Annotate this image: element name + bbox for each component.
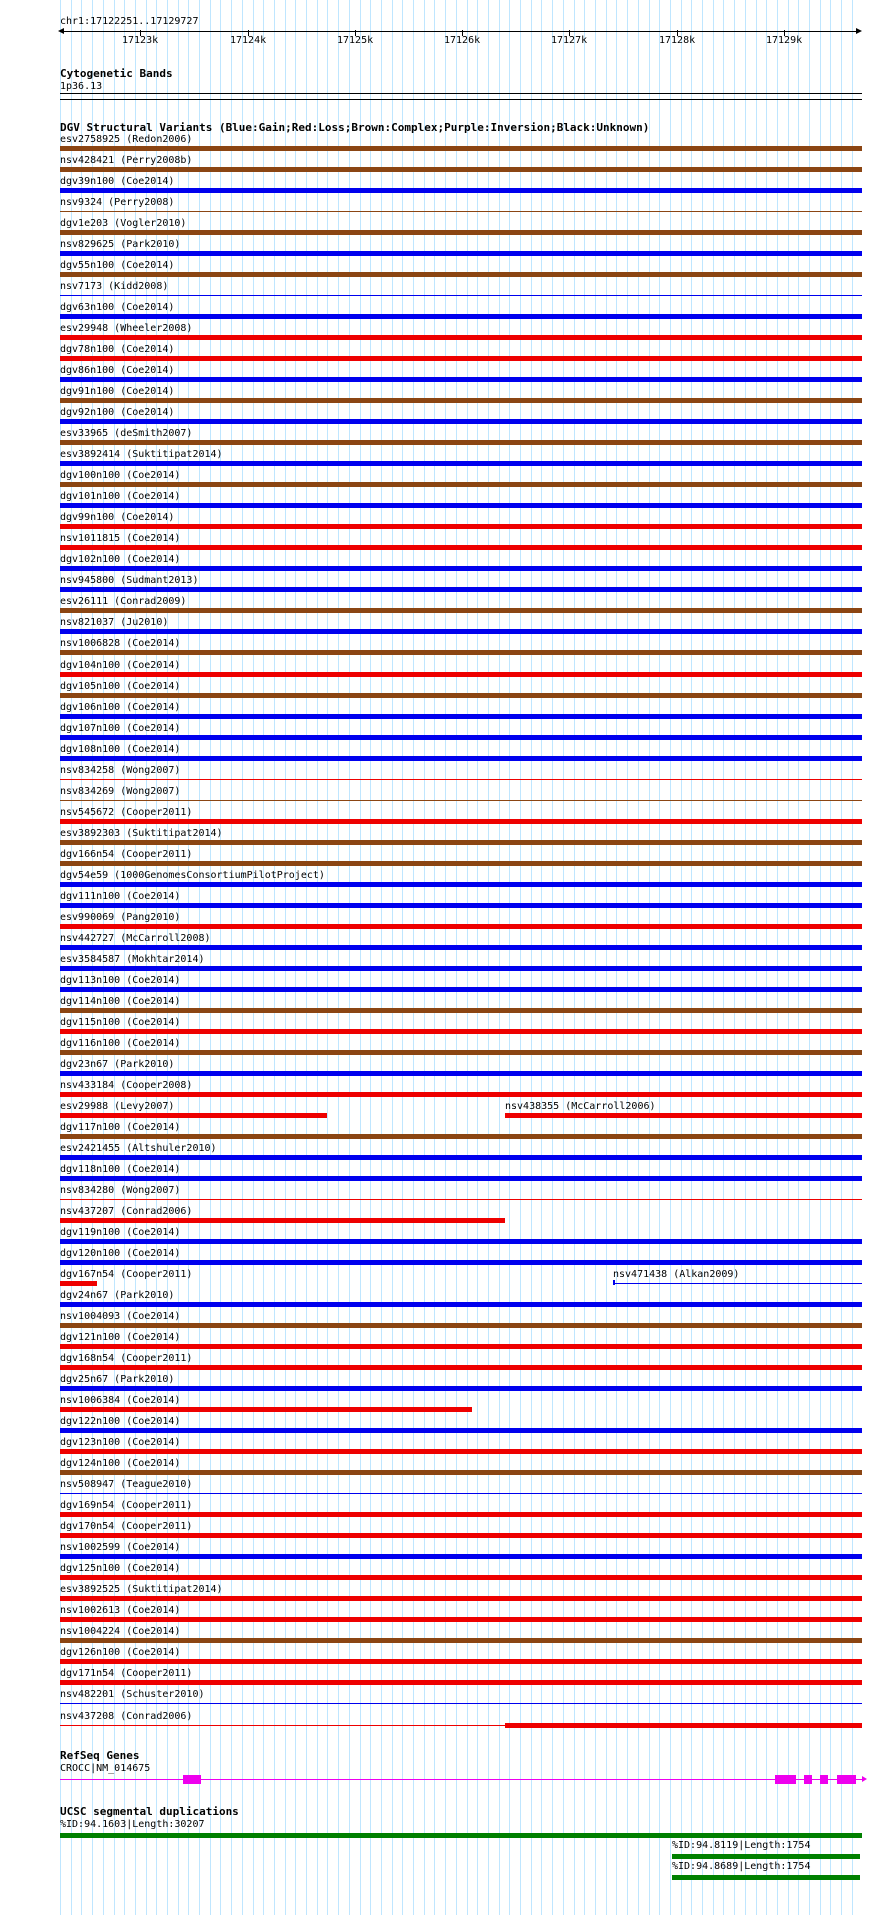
- variant-label: dgv24n67 (Park2010): [60, 1290, 175, 1302]
- grid-line: [595, 0, 596, 1915]
- variant-bar[interactable]: [60, 251, 862, 256]
- segdup-label: %ID:94.1603|Length:30207: [60, 1819, 205, 1830]
- variant-label: esv3892303 (Suktitipat2014): [60, 827, 223, 839]
- variant-bar[interactable]: [60, 1512, 862, 1517]
- variant-bar[interactable]: [60, 1680, 862, 1685]
- grid-line: [327, 0, 328, 1915]
- variant-bar[interactable]: [60, 461, 862, 466]
- variant-label: nsv829625 (Park2010): [60, 239, 181, 251]
- grid-line: [295, 0, 296, 1915]
- variant-bar[interactable]: [60, 545, 862, 550]
- variant-bar[interactable]: [60, 419, 862, 424]
- variant-label: dgv99n100 (Coe2014): [60, 512, 175, 524]
- variant-bar[interactable]: [60, 1533, 862, 1538]
- variant-bar[interactable]: [60, 1092, 862, 1097]
- variant-label: nsv821037 (Ju2010): [60, 617, 169, 629]
- grid-line: [338, 0, 339, 1915]
- variant-label: nsv834269 (Wong2007): [60, 785, 181, 797]
- grid-line: [467, 0, 468, 1915]
- grid-line: [349, 0, 350, 1915]
- variant-label: nsv508947 (Teague2010): [60, 1479, 193, 1491]
- variant-label: esv2758925 (Redon2006): [60, 134, 193, 145]
- grid-line: [402, 0, 403, 1915]
- variant-label: esv29988 (Levy2007): [60, 1100, 175, 1112]
- segdup-bar[interactable]: [672, 1854, 860, 1859]
- ruler-tick-label: 17126k: [444, 35, 481, 46]
- variant-label: nsv433184 (Cooper2008): [60, 1079, 193, 1091]
- gene-exon[interactable]: [820, 1775, 828, 1784]
- variant-label: nsv437207 (Conrad2006): [60, 1206, 193, 1218]
- gene-intron-line: [60, 1779, 862, 1780]
- variant-bar[interactable]: [60, 1071, 862, 1076]
- variant-label: dgv119n100 (Coe2014): [60, 1227, 181, 1239]
- grid-line: [317, 0, 318, 1915]
- grid-line: [638, 0, 639, 1915]
- variant-bar[interactable]: [60, 945, 862, 950]
- variant-bar[interactable]: [60, 1617, 862, 1622]
- variant-label: nsv1004093 (Coe2014): [60, 1311, 181, 1323]
- cytoband-track-title: Cytogenetic Bands: [60, 67, 173, 80]
- grid-line: [424, 0, 425, 1915]
- ruler-tick-label: 17129k: [766, 35, 803, 46]
- variant-bar[interactable]: [60, 1449, 862, 1454]
- variant-label: dgv118n100 (Coe2014): [60, 1163, 181, 1175]
- variant-label: dgv166n54 (Cooper2011): [60, 848, 193, 860]
- variant-label: dgv122n100 (Coe2014): [60, 1416, 181, 1428]
- variant-bar[interactable]: [60, 756, 862, 761]
- segdup-label: %ID:94.8119|Length:1754: [672, 1840, 811, 1851]
- grid-line: [231, 0, 232, 1915]
- variant-bar[interactable]: [60, 1323, 862, 1328]
- variant-label: dgv113n100 (Coe2014): [60, 974, 181, 986]
- cytoband-bar-top: [60, 93, 862, 94]
- variant-label: dgv115n100 (Coe2014): [60, 1016, 181, 1028]
- grid-line: [445, 0, 446, 1915]
- variant-bar-cap: [613, 1280, 615, 1285]
- variant-bar[interactable]: [60, 211, 862, 212]
- variant-label: esv33965 (deSmith2007): [60, 428, 193, 440]
- ruler-tick-label: 17124k: [230, 35, 267, 46]
- variant-label: esv3892525 (Suktitipat2014): [60, 1584, 223, 1596]
- variant-label: dgv124n100 (Coe2014): [60, 1458, 181, 1470]
- variant-label: nsv438355 (McCarroll2006): [505, 1100, 656, 1112]
- variant-bar[interactable]: [60, 1365, 862, 1370]
- grid-line: [788, 0, 789, 1915]
- grid-line: [777, 0, 778, 1915]
- variant-label: dgv54e59 (1000GenomesConsortiumPilotProject): [60, 869, 325, 881]
- grid-line: [766, 0, 767, 1915]
- grid-line: [531, 0, 532, 1915]
- variant-bar[interactable]: [60, 1199, 862, 1200]
- variant-bar[interactable]: [60, 1470, 862, 1475]
- grid-line: [413, 0, 414, 1915]
- grid-line: [723, 0, 724, 1915]
- variant-label: dgv100n100 (Coe2014): [60, 470, 181, 482]
- variant-bar[interactable]: [60, 1725, 505, 1726]
- segdup-track-title: UCSC segmental duplications: [60, 1805, 239, 1818]
- variant-label: dgv168n54 (Cooper2011): [60, 1353, 193, 1365]
- variant-label: dgv25n67 (Park2010): [60, 1374, 175, 1386]
- variant-label: dgv91n100 (Coe2014): [60, 386, 175, 398]
- grid-line: [477, 0, 478, 1915]
- variant-bar[interactable]: [60, 1302, 862, 1307]
- variant-label: esv3584587 (Mokhtar2014): [60, 953, 205, 965]
- grid-line: [702, 0, 703, 1915]
- variant-label: dgv23n67 (Park2010): [60, 1058, 175, 1070]
- grid-line: [563, 0, 564, 1915]
- cytoband-bar-bottom: [60, 99, 862, 100]
- variant-bar[interactable]: [60, 1260, 862, 1265]
- variant-bar[interactable]: [60, 167, 862, 172]
- variant-bar[interactable]: [60, 672, 862, 677]
- grid-line: [520, 0, 521, 1915]
- variant-label: dgv123n100 (Coe2014): [60, 1437, 181, 1449]
- variant-label: nsv482201 (Schuster2010): [60, 1689, 205, 1701]
- variant-bar[interactable]: [60, 1218, 505, 1223]
- variant-label: dgv169n54 (Cooper2011): [60, 1500, 193, 1512]
- grid-line: [756, 0, 757, 1915]
- variant-label: dgv39n100 (Coe2014): [60, 176, 175, 188]
- region-label: chr1:17122251..17129727: [60, 16, 199, 27]
- variant-bar[interactable]: [60, 693, 862, 698]
- variant-label: dgv125n100 (Coe2014): [60, 1563, 181, 1575]
- variant-label: dgv92n100 (Coe2014): [60, 407, 175, 419]
- variant-bar[interactable]: [60, 966, 862, 971]
- grid-line: [574, 0, 575, 1915]
- variant-label: dgv107n100 (Coe2014): [60, 722, 181, 734]
- variant-label: nsv1002599 (Coe2014): [60, 1542, 181, 1554]
- ruler-tick-label: 17128k: [659, 35, 696, 46]
- variant-bar[interactable]: [60, 566, 862, 571]
- grid-line: [274, 0, 275, 1915]
- variant-bar[interactable]: [60, 1155, 862, 1160]
- variant-bar[interactable]: [60, 650, 862, 655]
- variant-bar[interactable]: [60, 1554, 862, 1559]
- ruler-tick-label: 17127k: [551, 35, 588, 46]
- variant-bar[interactable]: [60, 924, 862, 929]
- grid-line: [691, 0, 692, 1915]
- variant-bar[interactable]: [60, 819, 862, 824]
- variant-bar[interactable]: [60, 714, 862, 719]
- variant-bar[interactable]: [60, 735, 862, 740]
- variant-label: nsv1006384 (Coe2014): [60, 1395, 181, 1407]
- variant-label: dgv78n100 (Coe2014): [60, 344, 175, 356]
- gene-exon[interactable]: [837, 1775, 856, 1784]
- variant-bar[interactable]: [60, 987, 862, 992]
- ruler-tick-label: 17125k: [337, 35, 374, 46]
- grid-line: [210, 0, 211, 1915]
- variant-label: nsv471438 (Alkan2009): [613, 1269, 740, 1281]
- variant-bar[interactable]: [613, 1283, 862, 1284]
- variant-bar[interactable]: [60, 1176, 862, 1181]
- variant-bar[interactable]: [60, 1407, 472, 1412]
- variant-bar[interactable]: [505, 1113, 862, 1118]
- variant-bar[interactable]: [60, 356, 862, 361]
- variant-bar[interactable]: [60, 1008, 862, 1013]
- variant-bar[interactable]: [60, 482, 862, 487]
- grid-line: [681, 0, 682, 1915]
- grid-line: [798, 0, 799, 1915]
- variant-bar[interactable]: [60, 1239, 862, 1244]
- variant-bar[interactable]: [60, 1703, 862, 1704]
- variant-label: nsv442727 (McCarroll2008): [60, 932, 211, 944]
- dgv-track-title: DGV Structural Variants (Blue:Gain;Red:Loss;Brown:Complex;Purple:Inversion;Black:Unknown): [60, 121, 650, 134]
- grid-line: [381, 0, 382, 1915]
- variant-label: nsv1004224 (Coe2014): [60, 1626, 181, 1638]
- grid-line: [242, 0, 243, 1915]
- gene-exon[interactable]: [775, 1775, 796, 1784]
- variant-label: dgv114n100 (Coe2014): [60, 995, 181, 1007]
- grid-line: [370, 0, 371, 1915]
- variant-label: dgv63n100 (Coe2014): [60, 302, 175, 314]
- variant-bar[interactable]: [60, 1386, 862, 1391]
- variant-bar[interactable]: [505, 1723, 862, 1728]
- variant-label: nsv9324 (Perry2008): [60, 197, 175, 209]
- variant-bar[interactable]: [60, 779, 862, 780]
- grid-line: [820, 0, 821, 1915]
- variant-label: nsv545672 (Cooper2011): [60, 806, 193, 818]
- variant-bar[interactable]: [60, 1281, 97, 1286]
- variant-bar[interactable]: [60, 1134, 862, 1139]
- variant-label: dgv121n100 (Coe2014): [60, 1332, 181, 1344]
- variant-bar[interactable]: [60, 1638, 862, 1643]
- variant-label: dgv170n54 (Cooper2011): [60, 1521, 193, 1533]
- variant-label: nsv1006828 (Coe2014): [60, 638, 181, 650]
- grid-line: [306, 0, 307, 1915]
- variant-bar[interactable]: [60, 1575, 862, 1580]
- variant-bar[interactable]: [60, 1493, 862, 1494]
- refseq-track-title: RefSeq Genes: [60, 1749, 140, 1762]
- variant-bar[interactable]: [60, 1596, 862, 1601]
- variant-label: dgv105n100 (Coe2014): [60, 680, 181, 692]
- variant-label: nsv834258 (Wong2007): [60, 764, 181, 776]
- variant-bar[interactable]: [60, 335, 862, 340]
- variant-bar[interactable]: [60, 608, 862, 613]
- grid-line: [584, 0, 585, 1915]
- variant-label: dgv55n100 (Coe2014): [60, 260, 175, 272]
- refseq-gene-label: CROCC|NM_014675: [60, 1763, 151, 1774]
- variant-label: dgv171n54 (Cooper2011): [60, 1668, 193, 1680]
- variant-bar[interactable]: [60, 1659, 862, 1664]
- grid-line: [841, 0, 842, 1915]
- variant-bar[interactable]: [60, 295, 862, 296]
- variant-bar[interactable]: [60, 440, 862, 445]
- variant-bar[interactable]: [60, 587, 862, 592]
- variant-label: dgv108n100 (Coe2014): [60, 743, 181, 755]
- grid-line: [670, 0, 671, 1915]
- variant-bar[interactable]: [60, 840, 862, 845]
- ruler-tick-label: 17123k: [122, 35, 159, 46]
- variant-bar[interactable]: [60, 398, 862, 403]
- grid-line: [734, 0, 735, 1915]
- cytoband-label: 1p36.13: [60, 81, 103, 92]
- segdup-bar[interactable]: [672, 1875, 860, 1880]
- variant-bar[interactable]: [60, 377, 862, 382]
- grid-line: [263, 0, 264, 1915]
- grid-line: [627, 0, 628, 1915]
- variant-label: esv26111 (Conrad2009): [60, 596, 187, 608]
- variant-bar[interactable]: [60, 1029, 862, 1034]
- grid-line: [285, 0, 286, 1915]
- grid-line: [852, 0, 853, 1915]
- variant-label: esv990069 (Pang2010): [60, 911, 181, 923]
- variant-label: dgv117n100 (Coe2014): [60, 1121, 181, 1133]
- variant-label: nsv428421 (Perry2008b): [60, 155, 193, 167]
- variant-bar[interactable]: [60, 903, 862, 908]
- variant-bar[interactable]: [60, 503, 862, 508]
- variant-bar[interactable]: [60, 1050, 862, 1055]
- variant-label: nsv945800 (Sudmant2013): [60, 575, 199, 587]
- variant-bar[interactable]: [60, 1428, 862, 1433]
- grid-line: [745, 0, 746, 1915]
- variant-bar[interactable]: [60, 524, 862, 529]
- grid-line: [488, 0, 489, 1915]
- grid-line: [616, 0, 617, 1915]
- segdup-label: %ID:94.8689|Length:1754: [672, 1861, 811, 1872]
- gene-strand-arrow-icon: [862, 1776, 867, 1782]
- variant-label: dgv104n100 (Coe2014): [60, 659, 181, 671]
- grid-line: [713, 0, 714, 1915]
- grid-line: [606, 0, 607, 1915]
- variant-label: esv29948 (Wheeler2008): [60, 323, 193, 335]
- grid-line: [499, 0, 500, 1915]
- variant-label: dgv111n100 (Coe2014): [60, 890, 181, 902]
- variant-bar[interactable]: [60, 314, 862, 319]
- variant-bar[interactable]: [60, 188, 862, 193]
- variant-label: nsv1002613 (Coe2014): [60, 1605, 181, 1617]
- variant-bar[interactable]: [60, 629, 862, 634]
- variant-label: dgv101n100 (Coe2014): [60, 491, 181, 503]
- grid-line: [456, 0, 457, 1915]
- gene-exon[interactable]: [804, 1775, 812, 1784]
- variant-label: dgv86n100 (Coe2014): [60, 365, 175, 377]
- grid-line: [392, 0, 393, 1915]
- grid-line: [541, 0, 542, 1915]
- variant-label: dgv102n100 (Coe2014): [60, 554, 181, 566]
- variant-label: nsv1011815 (Coe2014): [60, 533, 181, 545]
- variant-label: nsv7173 (Kidd2008): [60, 281, 169, 293]
- grid-line: [509, 0, 510, 1915]
- variant-label: nsv834280 (Wong2007): [60, 1185, 181, 1196]
- variant-bar[interactable]: [60, 882, 862, 887]
- segdup-bar[interactable]: [60, 1833, 862, 1838]
- variant-label: dgv1e203 (Vogler2010): [60, 218, 187, 230]
- variant-bar[interactable]: [60, 272, 862, 277]
- grid-line: [649, 0, 650, 1915]
- gene-exon[interactable]: [183, 1775, 201, 1784]
- grid-line: [659, 0, 660, 1915]
- variant-bar[interactable]: [60, 1113, 327, 1118]
- grid-line: [552, 0, 553, 1915]
- grid-line: [253, 0, 254, 1915]
- variant-label: nsv437208 (Conrad2006): [60, 1710, 193, 1722]
- grid-line: [360, 0, 361, 1915]
- grid-line: [809, 0, 810, 1915]
- variant-label: esv3892414 (Suktitipat2014): [60, 449, 223, 461]
- ruler-right-arrow-icon: [856, 28, 862, 34]
- variant-bar[interactable]: [60, 1344, 862, 1349]
- variant-bar[interactable]: [60, 861, 862, 866]
- variant-label: esv2421455 (Altshuler2010): [60, 1142, 217, 1154]
- variant-label: dgv106n100 (Coe2014): [60, 701, 181, 713]
- variant-label: dgv120n100 (Coe2014): [60, 1248, 181, 1260]
- grid-line: [220, 0, 221, 1915]
- variant-label: dgv126n100 (Coe2014): [60, 1647, 181, 1659]
- grid-line: [830, 0, 831, 1915]
- variant-bar[interactable]: [60, 800, 862, 801]
- variant-label: dgv167n54 (Cooper2011): [60, 1269, 193, 1281]
- grid-line: [434, 0, 435, 1915]
- ruler-left-arrow-icon: [58, 28, 64, 34]
- variant-bar[interactable]: [60, 146, 862, 151]
- ruler-axis: [60, 31, 860, 32]
- variant-label: dgv116n100 (Coe2014): [60, 1037, 181, 1049]
- variant-bar[interactable]: [60, 230, 862, 235]
